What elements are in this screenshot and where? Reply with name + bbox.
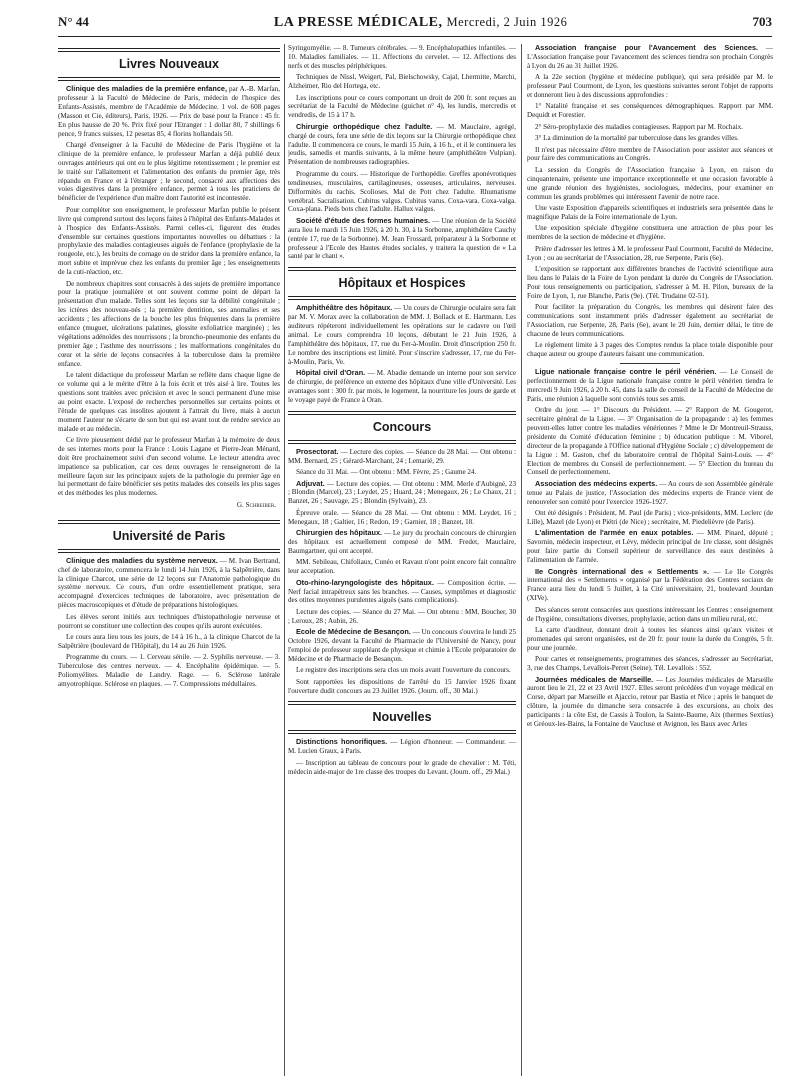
separator bbox=[620, 363, 680, 364]
paragraph bbox=[527, 529, 773, 565]
paragraph: Syringomyélie. — 8. Tumeurs cérébrales. — 9. Encéphalopathies infantiles. — 10. Maladies familiales. — 11. Affections du cervelet. — 12. Affections des nerfs et des muscles périphériques. bbox=[288, 44, 516, 70]
section-title-livres: Livres Nouveaux bbox=[118, 57, 220, 71]
paragraph bbox=[288, 448, 516, 466]
section-title-universite: Université de Paris bbox=[112, 528, 226, 543]
paragraph-text: — Les Journées médicales de Marseille auront lieu le 21, 22 et 23 Avril 1927. Elles seront précédées d'un voyage médical en Corse, départ par Marseille et Ajaccio, retour par Bastia et Nice ; après le banquet de clôture, la journée du dimanche sera consacrée à des excursions, au choix des participants : la côte Est, de Cassis à Toulon, la Sainte-Baume, Aix (thermes Sextius) et Gréoux-les-Bains, la Fontaine de Vaucluse et Avignon, les Baux avec Arles bbox=[527, 675, 773, 729]
item-title: Association française pour l'Avancement des Sciences. bbox=[535, 44, 759, 52]
section-rule bbox=[58, 520, 280, 524]
column-rule bbox=[521, 44, 522, 1076]
item-title: Hôpital civil d'Oran. bbox=[296, 368, 366, 378]
paragraph-text: — Composition écrite. — Nerf facial intrapétreux sans les branches. — Causes, symptômes et diagnostic des otites moyennes purulentes aiguës (sans complications). bbox=[288, 578, 516, 605]
paragraph-text: — Le jury du prochain concours de chirurgien des hôpitaux est actuellement composé de MM. Fredet, Mauclaire, Baumgartner, qui ont accepté. bbox=[288, 529, 516, 555]
column-rule bbox=[284, 44, 285, 1076]
paragraph-text: — M. Ivan Bertrand, chef de laboratoire, commencera le lundi 14 Juin 1926, à la Salpêtrière, dans la clinique Charcot, une série de 12 leçons sur l'Anatomie pathologique du système nerveux. Ce cours, d'un ordre essentiellement pratique, sera accompagné d'exercices techniques de laboratoire, avec présentation de pièces macroscopiques et d'étude de préparations histologiques. bbox=[58, 556, 280, 610]
paragraph-text: — Une réunion de la Société aura lieu le mardi 15 Juin 1926, à 20 h. 30, à la Sorbonne, amphithéâtre Cauchy (entrée 17, rue de la Sorbonne). M. Jean Frossard, préparateur à la Sorbonne et professeur à l'Ecole des Hautes études sociales, y traitera la question de « La santé par le chant ». bbox=[288, 216, 516, 261]
paragraph-text: — Un concours s'ouvrira le lundi 25 Octobre 1926, devant la Faculté de Pharmacie de l'Université de Nancy, pour l'emploi de professeur suppléant de physique et chimie à l'Ecole préparatoire de Médecine et de Pharmacie de Besançon. bbox=[288, 628, 516, 663]
paragraph: Les inscriptions pour ce cours comportant un droit de 200 fr. sont reçues au secrétariat de la Faculté de Médecine (guichet n° 4), les lundis, mercredis et vendredis, de 15 à 17 h. bbox=[288, 93, 516, 120]
paragraph: Ordre du jour. — 1° Discours du Président. — 2° Rapport de M. Gougerot, secrétaire général de la Ligue. — 3° Organisation de la propagande : a) les femmes peuvent-elles lutter contre les maladies vénériennes ? Mme le Dr Montreuil-Strauss, présidente du Comité d'éducation féminine ; b) éducation publique : M. Viborel, directeur de la propagande à l'Office national d'Hygiène Sociale ; c) développement de la Ligue : M. Gaston, chef du laboratoire central de l'hôpital Saint-Louis. — 4° Election de membres du Conseil de perfectionnement. — 5° Election du bureau du Conseil de perfectionnement. bbox=[527, 406, 773, 477]
issue-date: Mercredi, 2 Juin 1926 bbox=[446, 15, 568, 29]
paragraph: L'exposition se rapportant aux différentes branches de l'activité scientifique aura lieu dans le Palais de la Foire de Lyon pendant la durée du Congrès de l'Association. Pour tous renseignements ou participation, s'adresser à M. H. Pilon, bureaux de la Foire de Lyon, 1, rue Blanche, Paris (9e). (Tél. Trudaine 02-51). bbox=[527, 264, 773, 300]
paragraph: Prière d'adresser les lettres à M. le professeur Paul Courmont, Faculté de Médecine, Lyon ; ou au secrétariat de l'Association, 28, rue Serpente, Paris (6e). bbox=[527, 244, 773, 262]
paragraph: Une vaste Exposition d'appareils scientifiques et industriels sera présentée dans le magnifique Palais de la Foire internationale de Lyon. bbox=[527, 204, 773, 221]
paragraph bbox=[527, 480, 773, 507]
paragraph: Il n'est pas nécessaire d'être membre de l'Association pour assister aux séances et pour faire des communications au Congrès. bbox=[527, 145, 773, 163]
column-1 bbox=[58, 44, 280, 1078]
item-title: Société d'étude des formes humaines. bbox=[296, 215, 431, 225]
item-title: Chirurgie orthopédique chez l'adulte. bbox=[296, 121, 433, 131]
paragraph bbox=[527, 44, 773, 71]
section-rule bbox=[58, 549, 280, 553]
item-title: L'alimentation de l'armée en eaux potables. bbox=[535, 528, 694, 538]
paragraph-text: — L'Association française pour l'avancement des sciences tiendra son prochain Congrès à Lyon du 26 au 31 Juillet 1926. bbox=[527, 44, 773, 70]
paragraph-text: — Le Conseil de perfectionnement de la Ligue nationale française contre le péril vénérien tiendra le mercredi 9 Juin 1926, à 20 h. 45, dans la salle de conseil de la Faculté de Médecine de Paris, une réunion à laquelle sont conviés tous ses amis. bbox=[527, 368, 773, 403]
section-title-concours: Concours bbox=[372, 419, 432, 434]
paragraph: Sont rapportées les dispositions de l'arrêté du 15 Janvier 1926 fixant l'ouverture dudit concours au 23 Juillet 1926. (Journ. off., 30 Mai.) bbox=[288, 677, 516, 695]
item-title: Distinctions honorifiques. bbox=[296, 737, 388, 747]
item-title: Ligue nationale française contre le péril vénérien. bbox=[535, 367, 717, 376]
paragraph-text: — M. Mauclaire, agrégé, chargé de cours, fera une série de dix leçons sur la Chirurgie orthopédique chez l'adulte. Il commencera ce cours, le mardi 15 Juin, à 16 h., et il le continuera les jeudis, samedis et mardis suivants, à la même heure (amphithéâtre Vulpian). Présentation de nombreuses radiographies. bbox=[288, 122, 516, 167]
paragraph-text: — MM. Pinard, député ; Savornin, médecin inspecteur, et Lévy, médecin principal de 1re classe, sont désignés pour faire partie du Conseil supérieur de surveillance des eaux destinées à l'alimentation de l'armée. bbox=[527, 529, 773, 565]
paragraph: La carte d'auditeur, donnant droit à toutes les séances ainsi qu'aux visites et promenades qui seront organisées, est de 20 fr. pour toute la durée du Congrès, 5 fr. pour une journée. bbox=[527, 625, 773, 652]
issue-number: N° 44 bbox=[58, 14, 89, 29]
item-title: Association des médecins experts. bbox=[535, 478, 658, 488]
paragraph: Le talent didactique du professeur Marfan se reflète dans chaque ligne de ce volume qui a le mérite d'être à la fois écrit et très aisé à lire. Toutes les questions sont traitées avec précision et avec le souci permanent d'une mise au point exacte. L'exposé de recherches personnelles sur certains points et l'étude de quelques cas insolites ajoutent à l'attrait du livre, mais à aucun moment l'auteur ne s'écarte de son but qui est avant tout de rendre service au malade et au médecin. bbox=[58, 371, 280, 433]
paragraph: Programme du cours. — 1. Cerveau sénile. — 2. Syphilis nerveuse. — 3. Tuberculose des centres nerveux. — 4. Encéphalite épidémique. — 5. Poliomyélites. Maladie de Landry. Rage. — 6. Sclérose latérale amyotrophique. Sclérose en plaques. — 7. Compressions médullaires. bbox=[58, 653, 280, 688]
paragraph: Techniques de Nissl, Weigert, Pal, Bielschowsky, Cajal, Lhermitte, Marchi, Alzheimer, Rio del Hortega, etc. bbox=[288, 73, 516, 91]
item-title: Journées médicales de Marseille. bbox=[535, 674, 654, 684]
section-rule bbox=[288, 296, 516, 300]
paragraph: Une exposition spéciale d'hygiène constituera une attraction de plus pour les membres de la section de médecine et d'hygiène. bbox=[527, 224, 773, 242]
section-rule bbox=[58, 77, 280, 81]
paragraph: La session du Congrès de l'Association française à Lyon, en raison du cinquantenaire, présente une importance exceptionnelle et une occasion favorable à une grande réunion des hygiénistes, sociologues, médecins, pour examiner en commun les grands problèmes qui intéressent l'avenir de notre race. bbox=[527, 165, 773, 201]
paragraph-text: — Le IIe Congrès international des « Settlements » organisé par la Fédération des Centres sociaux de France aura lieu du lundi 5 Juillet, à la Cité universitaire, 21, boulevard Jourdan (XIVe). bbox=[527, 567, 773, 603]
running-head bbox=[274, 15, 568, 31]
section-title-nouvelles: Nouvelles bbox=[372, 710, 432, 725]
item-title: Amphithéâtre des hôpitaux. bbox=[296, 303, 393, 313]
section-rule bbox=[288, 440, 516, 444]
item-title: Chirurgien des hôpitaux. bbox=[296, 528, 383, 538]
paragraph: Le registre des inscriptions sera clos un mois avant l'ouverture du concours. bbox=[296, 666, 511, 675]
paragraph bbox=[288, 123, 516, 168]
paragraph bbox=[288, 738, 516, 756]
paragraph: Pour compléter son enseignement, le professeur Marfan publie le présent livre qui comprend surtout des leçons faites à l'hôpital des Enfants-Malades et à l'hospice des Enfants-Assistés. Parmi celles-ci, figurent des études d'ensemble sur certaines questions importantes nouvelles ou débattues : la prophylaxie des maladies contagieuses aiguës de l'enfance (prophylaxie de la rougeole, etc.), les bruits de cornage ou de stridor dans la première enfance, la mort subite et imprévue chez les enfants du premier âge ; les enseignements de la cuti-réaction, etc. bbox=[58, 205, 280, 277]
paragraph: Chargé d'enseigner à la Faculté de Médecine de Paris l'hygiène et la clinique de la première enfance, le professeur Marfan a déjà publié deux ouvrages antérieurs qui ont eu le plus légitime retentissement ; le premier est le traité sur l'allaitement et l'alimentation des enfants du premier âge, très répandu en France et à l'étranger ; le second, consacré aux affections des voies digestives dans la première enfance, permet à tous les praticiens de bénéficier de l'expérience d'un maître dont l'autorité est incontestée. bbox=[58, 140, 280, 203]
section-rule bbox=[288, 411, 516, 415]
item-title: Clinique des maladies de la première enfance, bbox=[66, 84, 227, 93]
item-title: Adjuvat. bbox=[296, 478, 325, 488]
paragraph: Pour cartes et renseignements, programmes des séances, s'adresser au Secrétariat, 3, rue des Champs, Levallois-Perret (Seine). Tél. Levallois : 552. bbox=[527, 655, 773, 673]
paragraph: Séance du 31 Mai. — Ont obtenu : MM. Fèvre, 25 ; Gaume 24. bbox=[296, 468, 477, 477]
paragraph-text: — Lecture des copies. — Séance du 28 Mai. — Ont obtenu : MM. Bernard, 25 ; Gérard-Marchant, 24 ; Lemarié, 29. bbox=[288, 447, 516, 465]
signature: G. Schreiber. bbox=[236, 500, 276, 509]
section-rule bbox=[58, 48, 280, 52]
paragraph bbox=[288, 369, 516, 405]
section-title-hopitaux: Hôpitaux et Hospices bbox=[338, 276, 466, 291]
section-rule bbox=[288, 267, 516, 271]
paragraph-text: — M. Abadie demande un interne pour son service de chirurgie, de préférence un externe des hôpitaux d'une ville d'Université. Les avantages sont : 300 fr. par mois, le logement, la nourriture les jours de garde et le voyage payé de France à Oran. bbox=[288, 369, 516, 404]
section-rule bbox=[288, 730, 516, 734]
paragraph-text: par A.-B. Marfan, professeur à la Faculté de Médecine de Paris, médecin de l'hospice des Enfants-Assistés, membre de l'Académie de Médecine. 1 vol. de 608 pages (Masson et Cie, éditeurs), Paris, 1926. — Prix de base pour la France : 45 fr. En plus hausse de 20 %. Prix fixé pour l'Etranger : 1 dollar 80, 7 shillings 6 pence, 9 francs suisses, 12 pesetas 85, 4 florins hollandais 50. bbox=[58, 85, 280, 138]
item-title: Oto-rhino-laryngologiste des hôpitaux. bbox=[296, 577, 434, 587]
paragraph: 1° Natalité française et ses conséquences démographiques. Rapport par MM. Dequidt et Forestier. bbox=[527, 102, 773, 120]
paragraph bbox=[288, 579, 516, 606]
paragraph bbox=[288, 217, 516, 262]
column-2 bbox=[288, 44, 516, 1078]
paragraph-text: — Légion d'honneur. — Commandeur. — M. Lucien Graux, à Paris. bbox=[288, 738, 516, 756]
paragraph bbox=[288, 304, 516, 366]
paragraph: 2° Séro-prophylaxie des maladies contagieuses. Rapport par M. Rochaix. bbox=[535, 122, 743, 131]
paragraph: MM. Sebileau, Chifoliaux, Cunéo et Ravaut n'ont point encore fait connaître leur acceptation. bbox=[288, 558, 516, 576]
paragraph: Ce livre pieusement dédié par le professeur Marfan à la mémoire de deux de ses internes morts pour la France : Louis Lagane et Pierre-Jean Ménard, doit être prochainement suivi d'un second volume. Le lecteur attendra avec impatience sa publication, car ces deux ouvrages le renseigneront de la meilleure façon sur les principaux sujets de la pathologie du premier âge en lui permettant de faire bénéficier ses petits malades des conseils les plus sages et des méthodes les plus modernes. bbox=[58, 435, 280, 498]
journal-title: LA PRESSE MÉDICALE, bbox=[273, 15, 443, 30]
paragraph bbox=[58, 85, 280, 138]
paragraph bbox=[58, 557, 280, 610]
paragraph bbox=[527, 568, 773, 604]
paragraph bbox=[288, 628, 516, 664]
paragraph: Lecture des copies. — Séance du 27 Mai. — Ont obtenu : MM. Boucher, 30 ; Leroux, 28 ; Aubin, 26. bbox=[288, 607, 516, 625]
paragraph: Le cours aura lieu tous les jours, de 14 à 16 h., à la clinique Charcot de la Salpêtrière (boulevard de l'Hôpital), du 14 au 26 Juin 1926. bbox=[58, 632, 280, 650]
paragraph bbox=[288, 480, 516, 507]
paragraph: A la 22e section (hygiène et médecine publique), qui sera présidée par M. le professeur Paul Courmont, de Lyon, les questions suivantes seront l'objet de rapports et donneront lieu à des discussions approfondies : bbox=[527, 73, 773, 100]
paragraph bbox=[288, 529, 516, 556]
paragraph: — Inscription au tableau de concours pour le grade de chevalier : M. Téti, médecin aide-major de 1re classe des troupes du Levant. (Journ. off., 29 Mai.) bbox=[288, 758, 516, 776]
page-number: 703 bbox=[752, 14, 772, 29]
section-rule bbox=[288, 701, 516, 705]
paragraph: De nombreux chapitres sont consacrés à des sujets de première importance pour la pratique journalière et ont souvent comme point de départ la présentation d'un malade. Telles sont les leçons sur la débilité congénitale ; les ictères des nouveau-nés ; la première dentition, ses anomalies et ses accidents ; les affections de la bouche les plus fréquentes dans la première enfance (muguet, ulcérations palatines, glossite exfoliatrice marginée) ; les végétations adénoïdes des nourrissons ; la broncho-pneumonie des enfants du premier âge ; l'asthme des nourrissons ; les malformations congénitales du cœur et la série de leçons consacrées à la tuberculose dans la première enfance. bbox=[58, 279, 280, 368]
paragraph bbox=[527, 676, 773, 729]
paragraph-text: — Au cours de son Assemblée générale tenue au Palais de justice, l'Association des médecins experts de France vient de renouveler son comité pour l'exercice 1926-1927. bbox=[527, 479, 773, 506]
item-title: Prosectorat. bbox=[296, 446, 339, 456]
paragraph: Épreuve orale. — Séance du 28 Mai. — Ont obtenu : MM. Leydet, 16 ; Menegaux, 18 ; Galtier, 16 ; Redon, 19 ; Garnier, 18 ; Banzet, 18. bbox=[288, 508, 516, 526]
paragraph: Le règlement limite à 3 pages des Comptes rendus la place totale disponible pour chaque auteur ou groupe d'auteurs faisant une communication. bbox=[527, 341, 773, 359]
item-title: IIe Congrès international des « Settlements ». bbox=[535, 566, 709, 576]
item-title: Clinique des maladies du système nerveux. bbox=[66, 555, 218, 565]
paragraph: Ont été désignés : Président, M. Paul (de Paris) ; vice-présidents, MM. Leclerc (de Lille), Mazel (de Lyon) et Piétri (de Nice) ; secrétaire, M. Piedelièvre (de Paris). bbox=[527, 509, 773, 526]
paragraph: 3° La diminution de la mortalité par tuberculose dans les grandes villes. bbox=[535, 134, 739, 143]
page-header bbox=[58, 14, 772, 37]
paragraph-text: — Lecture des copies. — Ont obtenu : MM. Merle d'Aubigné, 23 ; Blondin (Marcel), 23 ; Leydet, 25 ; Huard, 24 ; Menegaux, 26 ; Le Chaux, 21 ; Banzet, 26 ; Sauvage, 25 ; Blondin (Sylvain), 23. bbox=[288, 479, 516, 506]
paragraph: Programme du cours. — Historique de l'orthopédie. Greffes aponévrotiques tendineuses, musculaires, cartilagineuses, osseuses, articulaires, nerveuses. Difformités du rachis. Scolioses. Mal de Pott chez l'adulte. Rhumatisme vertébral. Sacralisation. Cubitus valgus. Cubitus varus. Coxa-vara. Coxa-valga. Coxa-plana. Pieds bots chez l'adulte. Hallux valgus. bbox=[288, 169, 516, 214]
paragraph: Les élèves seront initiés aux techniques d'histopathologie nerveuse et pourront se constituer une collection des coupes qu'ils auront exécutées. bbox=[58, 612, 280, 630]
paragraph: Des séances seront consacrées aux questions intéressant les Centres : enseignement de l'hygiène, consultations diverses, prophylaxie, action dans un milieu rural, etc. bbox=[527, 605, 773, 623]
column-3 bbox=[527, 44, 773, 1078]
item-title: Ecole de Médecine de Besançon. bbox=[296, 627, 411, 637]
paragraph: Pour faciliter la préparation du Congrès, les membres qui désirent faire des communications sont instamment priés d'adresser également au secrétariat de l'Association, rue Serpente, 28, Paris (6e), avant le 20 Juin, dernier délai, le titre de chacune de leurs communications. bbox=[527, 303, 773, 338]
paragraph bbox=[527, 368, 773, 404]
paragraph-text: — Un cours de Chirurgie oculaire sera fait par M. V. Morax avec la collaboration de MM. J. Bollack et E. Hartmann. Les auditeurs répéteront individuellement les opérations sur le cadavre ou l'œil animal. Le cours comprendra 10 leçons, débutant le 21 Juin 1926, à l'amphithéâtre des hôpitaux, 17, rue du Fer-à-Moulin. Droit d'inscription 250 fr. Le nombre des inscriptions est limité. Pour s'inscrire s'adresser, 17, rue du Fer-à-Moulin, Paris, Ve. bbox=[288, 304, 516, 366]
